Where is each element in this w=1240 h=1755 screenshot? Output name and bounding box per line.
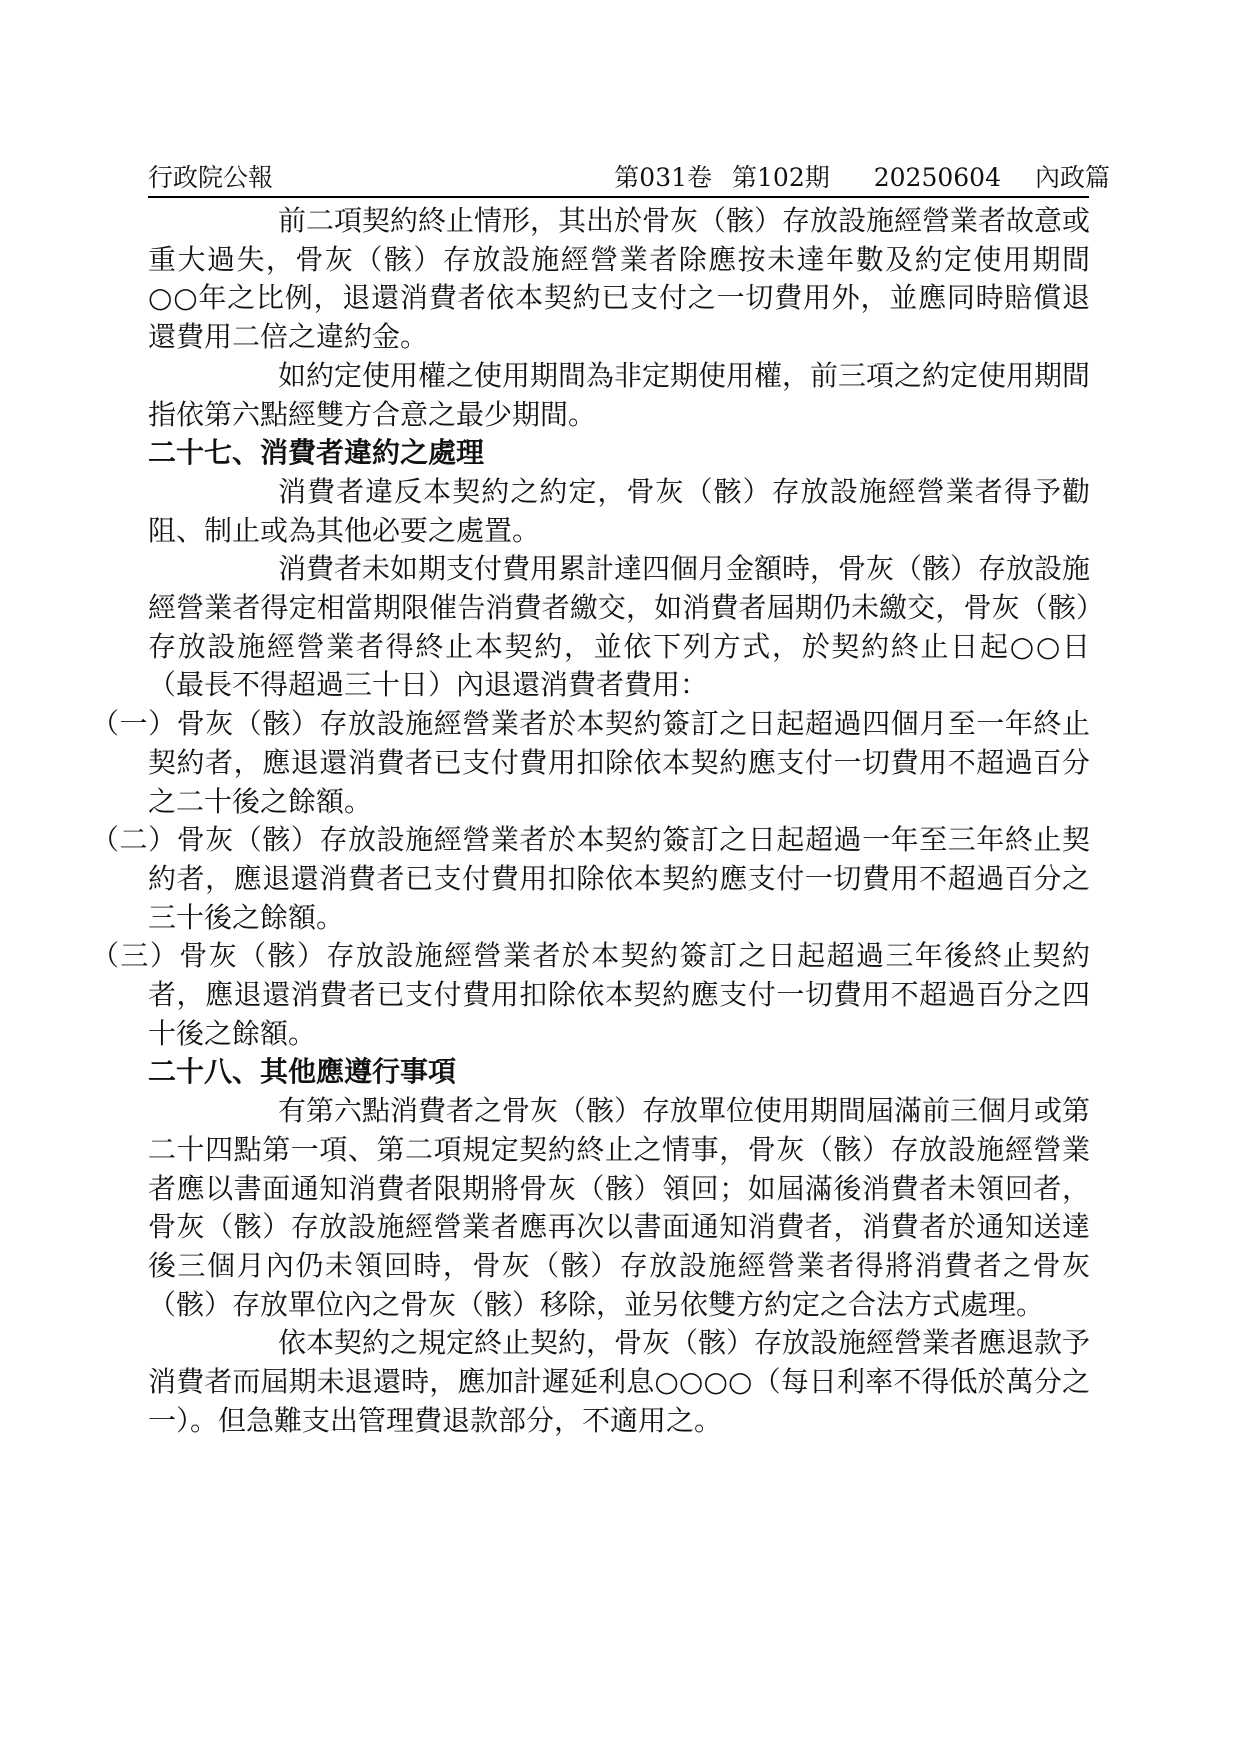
page-header [148, 164, 1110, 192]
list-item-2-text: 骨灰（骸）存放設施經營業者於本契約簽訂之日起超過一年至三年終止契約者，應退還消費者已支付費用扣除依本契約應支付一切費用不超過百分之三十後之餘額。 [148, 823, 1090, 934]
list-item-3-text: 骨灰（骸）存放設施經營業者於本契約簽訂之日起超過三年後終止契約者，應退還消費者已支付費用扣除依本契約應支付一切費用不超過百分之四十後之餘額。 [148, 939, 1090, 1050]
gazette-title: 行政院公報 [148, 163, 274, 192]
date-label: 20250604 [873, 163, 1001, 192]
list-item-1-text: 骨灰（骸）存放設施經營業者於本契約簽訂之日起超過四個月至一年終止契約者，應退還消費者已支付費用扣除依本契約應支付一切費用不超過百分之二十後之餘額。 [148, 707, 1090, 818]
list-item-3 [91, 937, 1090, 1053]
paragraph-consumer-breach: 消費者違反本契約之約定，骨灰（骸）存放設施經營業者得予勸阻、制止或為其他必要之處置。 [148, 474, 1090, 547]
paragraph-termination-penalty: 前二項契約終止情形，其出於骨灰（骸）存放設施經營業者故意或重大過失，骨灰（骸）存放設施經營業者除應按未達年數及約定使用期間○○年之比例，退還消費者依本契約已支付之一切費用外，並應同時賠償退還費用二倍之違約金。 [148, 204, 1091, 354]
paragraph-refund-interest: 依本契約之規定終止契約，骨灰（骸）存放設施經營業者應退款予消費者而屆期未退還時，應加計遲延利息○○○○（每日利率不得低於萬分之一）。但急難支出管理費退款部分，不適用之。 [148, 1326, 1091, 1437]
list-item-2-marker: （二） [91, 823, 177, 857]
header-meta [614, 164, 1110, 192]
paragraph-indefinite-period: 如約定使用權之使用期間為非定期使用權，前三項之約定使用期間指依第六點經雙方合意之最少期間。 [148, 358, 1091, 431]
list-item-1 [91, 705, 1090, 821]
section-heading-28: 二十八、其他應遵行事項 [148, 1055, 457, 1089]
section-heading-27: 二十七、消費者違約之處理 [148, 436, 485, 470]
document-body [91, 202, 1091, 1441]
paragraph-overdue-payment: 消費者未如期支付費用累計達四個月金額時，骨灰（骸）存放設施經營業者得定相當期限催告消費者繳交，如消費者屆期仍未繳交，骨灰（骸）存放設施經營業者得終止本契約，並依下列方式，於契約終止日起○○日（最長不得超過三十日）內退還消費者費用： [148, 552, 1091, 702]
header-divider [148, 196, 1089, 198]
list-item-1-marker: （一） [91, 707, 177, 741]
list-item-2 [91, 821, 1090, 937]
section-label: 內政篇 [1034, 163, 1110, 192]
paragraph-reclaim-notice: 有第六點消費者之骨灰（骸）存放單位使用期間屆滿前三個月或第二十四點第一項、第二項規定契約終止之情事，骨灰（骸）存放設施經營業者應以書面通知消費者限期將骨灰（骸）領回；如屆滿後消費者未領回者，骨灰（骸）存放設施經營業者應再次以書面通知消費者，消費者於通知送達後三個月內仍未領回時，骨灰（骸）存放設施經營業者得將消費者之骨灰（骸）存放單位內之骨灰（骸）移除，並另依雙方約定之合法方式處理。 [148, 1094, 1091, 1321]
list-item-3-marker: （三） [91, 939, 180, 973]
issue-label: 第102期 [732, 163, 830, 192]
volume-label: 第031卷 [614, 163, 713, 192]
